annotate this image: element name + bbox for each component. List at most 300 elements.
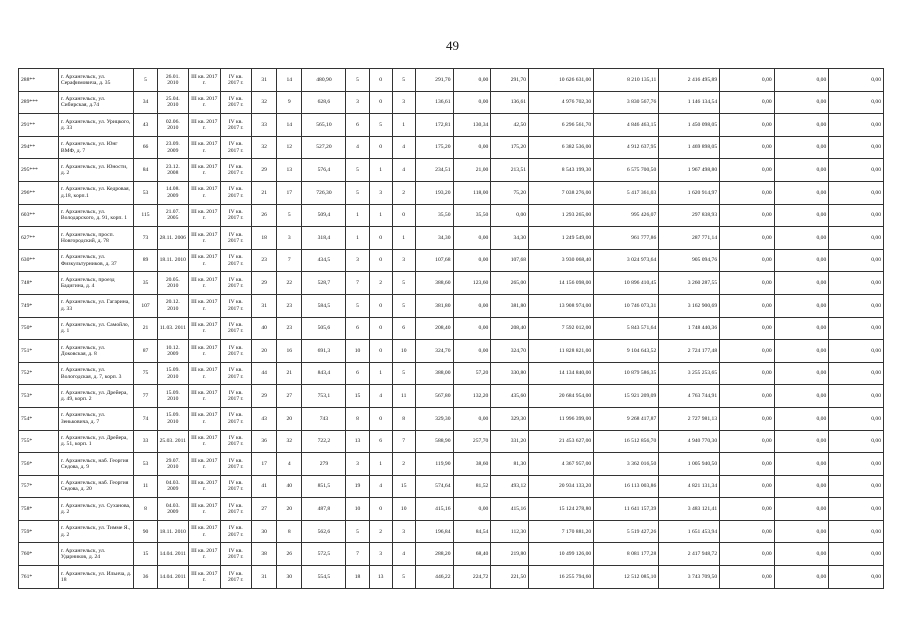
cell-cost-total: 13 908 974,00 (529, 294, 594, 317)
cell-resettled-count: 14 (277, 69, 302, 92)
cell-cost-regional: 3 743 709,50 (659, 566, 720, 589)
cell-address: г. Архангельск, ул. Доковская, д. 8 (58, 340, 134, 363)
cell-flats-municipal: 5 (392, 566, 415, 589)
cell-cost-total: 6 382 536,00 (529, 136, 594, 159)
cell-flats-total: 6 (346, 114, 369, 137)
cell-resettled-count: 32 (277, 430, 302, 453)
cell-flats-total: 4 (346, 136, 369, 159)
cell-resident-count: 17 (252, 453, 277, 476)
cell-area-total: 119,90 (415, 453, 453, 476)
cell-area-private: 0,00 (453, 227, 491, 250)
cell-flats-private: 1 (369, 159, 392, 182)
cell-cost-extra-3: 0,00 (829, 204, 884, 227)
cell-cost-extra-1: 0,00 (720, 407, 775, 430)
cell-flats-private: 5 (369, 114, 392, 137)
cell-recognition-date: 21.07. 2005 (157, 204, 188, 227)
cell-area-total: 288,20 (415, 543, 453, 566)
cell-cost-extra-2: 0,00 (774, 272, 829, 295)
cell-cost-total: 15 124 278,80 (529, 498, 594, 521)
cell-flats-total: 1 (346, 204, 369, 227)
cell-flats-private: 0 (369, 498, 392, 521)
cell-resident-count: 30 (252, 520, 277, 543)
cell-total-area: 576,4 (302, 159, 346, 182)
cell-cost-total: 8 543 199,30 (529, 159, 594, 182)
cell-recognition-date: 04.03. 2009 (157, 475, 188, 498)
cell-cost-extra-2: 0,00 (774, 294, 829, 317)
cell-total-area: 318,4 (302, 227, 346, 250)
cell-house-id: 753* (19, 385, 59, 408)
cell-resident-count: 29 (252, 159, 277, 182)
cell-cost-total: 20 684 954,00 (529, 385, 594, 408)
cell-house-id: 757* (19, 475, 59, 498)
cell-flats-total: 7 (346, 272, 369, 295)
cell-flats-municipal: 1 (392, 227, 415, 250)
cell-flats-total: 1 (346, 227, 369, 250)
cell-area-municipal: 81,30 (491, 453, 529, 476)
cell-total-area: 753,1 (302, 385, 346, 408)
cell-cost-total: 11 996 399,00 (529, 407, 594, 430)
cell-cost-extra-3: 0,00 (829, 69, 884, 92)
cell-plan-start: III кв. 2017 г. (189, 543, 220, 566)
cell-resident-count: 32 (252, 136, 277, 159)
cell-flats-total: 6 (346, 317, 369, 340)
cell-cost-total: 7 170 881,20 (529, 520, 594, 543)
cell-address: г. Архангельск, ул. Вологодская, д. 7, корп. 3 (58, 362, 134, 385)
cell-house-number: 77 (134, 385, 157, 408)
cell-cost-extra-1: 0,00 (720, 136, 775, 159)
cell-flats-private: 0 (369, 249, 392, 272)
cell-recognition-date: 29.07. 2010 (157, 453, 188, 476)
cell-cost-fund: 16 113 003,86 (594, 475, 659, 498)
cell-area-private: 0,00 (453, 69, 491, 92)
cell-resettled-count: 4 (277, 453, 302, 476)
cell-cost-extra-3: 0,00 (829, 362, 884, 385)
cell-resettled-count: 30 (277, 566, 302, 589)
page-number: 49 (446, 38, 459, 53)
cell-cost-extra-3: 0,00 (829, 566, 884, 589)
cell-cost-extra-1: 0,00 (720, 159, 775, 182)
cell-plan-start: III кв. 2017 г. (189, 294, 220, 317)
cell-cost-fund: 995 426,07 (594, 204, 659, 227)
cell-flats-municipal: 2 (392, 453, 415, 476)
cell-house-number: 75 (134, 362, 157, 385)
cell-cost-fund: 5 843 571,64 (594, 317, 659, 340)
cell-recognition-date: 20.05. 2010 (157, 272, 188, 295)
table-row (19, 362, 884, 385)
cell-area-total: 35,50 (415, 204, 453, 227)
cell-resident-count: 23 (252, 249, 277, 272)
cell-cost-extra-1: 0,00 (720, 385, 775, 408)
cell-house-id: 296** (19, 181, 59, 204)
cell-area-municipal: 265,00 (491, 272, 529, 295)
cell-plan-start: III кв. 2017 г. (189, 430, 220, 453)
cell-area-municipal: 34,30 (491, 227, 529, 250)
cell-flats-total: 8 (346, 407, 369, 430)
cell-total-area: 565,10 (302, 114, 346, 137)
cell-cost-regional: 1 146 134,54 (659, 91, 720, 114)
cell-resident-count: 18 (252, 227, 277, 250)
cell-resident-count: 31 (252, 294, 277, 317)
cell-plan-end: IV кв. 2017 г. (220, 340, 251, 363)
cell-cost-regional: 1 748 440,36 (659, 317, 720, 340)
cell-flats-total: 15 (346, 385, 369, 408)
cell-plan-start: III кв. 2017 г. (189, 136, 220, 159)
cell-cost-regional: 1 651 453,94 (659, 520, 720, 543)
cell-flats-municipal: 3 (392, 91, 415, 114)
cell-house-number: 73 (134, 227, 157, 250)
cell-cost-regional: 905 094,76 (659, 249, 720, 272)
cell-house-number: 15 (134, 543, 157, 566)
cell-recognition-date: 14.08. 2009 (157, 181, 188, 204)
cell-cost-extra-2: 0,00 (774, 69, 829, 92)
cell-cost-extra-2: 0,00 (774, 475, 829, 498)
cell-area-private: 118,00 (453, 181, 491, 204)
cell-flats-total: 5 (346, 181, 369, 204)
cell-cost-regional: 297 838,93 (659, 204, 720, 227)
cell-total-area: 743 (302, 407, 346, 430)
cell-total-area: 509,4 (302, 204, 346, 227)
cell-house-id: 755* (19, 430, 59, 453)
cell-flats-municipal: 1 (392, 114, 415, 137)
cell-house-number: 33 (134, 430, 157, 453)
cell-resettled-count: 13 (277, 159, 302, 182)
cell-resettled-count: 3 (277, 227, 302, 250)
cell-area-private: 0,00 (453, 249, 491, 272)
cell-resident-count: 43 (252, 407, 277, 430)
cell-plan-start: III кв. 2017 г. (189, 453, 220, 476)
cell-area-private: 35,50 (453, 204, 491, 227)
cell-area-total: 415,16 (415, 498, 453, 521)
cell-flats-private: 1 (369, 453, 392, 476)
cell-house-number: 8 (134, 498, 157, 521)
cell-house-id: 756* (19, 453, 59, 476)
cell-resident-count: 44 (252, 362, 277, 385)
cell-cost-extra-2: 0,00 (774, 181, 829, 204)
cell-cost-fund: 10 879 586,35 (594, 362, 659, 385)
cell-flats-total: 10 (346, 340, 369, 363)
cell-address: г. Архангельск, ул. Ударников, д. 24 (58, 543, 134, 566)
cell-area-total: 175,20 (415, 136, 453, 159)
cell-area-total: 234,51 (415, 159, 453, 182)
cell-cost-extra-2: 0,00 (774, 543, 829, 566)
cell-address: г. Архангельск, ул. Юнг ВМФ, д. 7 (58, 136, 134, 159)
cell-recognition-date: 28.11. 2006 (157, 227, 188, 250)
cell-house-id: 760* (19, 543, 59, 566)
cell-area-municipal: 324,70 (491, 340, 529, 363)
cell-flats-municipal: 0 (392, 204, 415, 227)
cell-recognition-date: 14.04. 2011 (157, 543, 188, 566)
table-row (19, 566, 884, 589)
cell-resident-count: 31 (252, 566, 277, 589)
table-row (19, 249, 884, 272)
cell-flats-municipal: 10 (392, 340, 415, 363)
cell-plan-start: III кв. 2017 г. (189, 91, 220, 114)
cell-house-number: 90 (134, 520, 157, 543)
cell-house-id: 291** (19, 114, 59, 137)
cell-area-municipal: 107,68 (491, 249, 529, 272)
cell-house-number: 21 (134, 317, 157, 340)
cell-cost-extra-1: 0,00 (720, 272, 775, 295)
cell-cost-extra-1: 0,00 (720, 498, 775, 521)
cell-plan-start: III кв. 2017 г. (189, 272, 220, 295)
cell-plan-start: III кв. 2017 г. (189, 340, 220, 363)
cell-plan-end: IV кв. 2017 г. (220, 272, 251, 295)
cell-house-id: 759* (19, 520, 59, 543)
cell-area-municipal: 219,80 (491, 543, 529, 566)
cell-cost-extra-3: 0,00 (829, 453, 884, 476)
cell-cost-extra-2: 0,00 (774, 91, 829, 114)
cell-area-private: 0,00 (453, 136, 491, 159)
cell-address: г. Архангельск, проезд Бадигина, д. 4 (58, 272, 134, 295)
cell-flats-private: 4 (369, 475, 392, 498)
cell-resident-count: 26 (252, 204, 277, 227)
cell-cost-extra-3: 0,00 (829, 520, 884, 543)
cell-house-number: 107 (134, 294, 157, 317)
cell-flats-private: 6 (369, 430, 392, 453)
cell-plan-start: III кв. 2017 г. (189, 249, 220, 272)
cell-flats-municipal: 5 (392, 362, 415, 385)
cell-address: г. Архангельск, ул. Суханова, д. 2 (58, 498, 134, 521)
cell-recognition-date: 20.12. 2010 (157, 294, 188, 317)
cell-flats-private: 0 (369, 407, 392, 430)
cell-plan-start: III кв. 2017 г. (189, 69, 220, 92)
cell-address: г. Архангельск, ул. Дрейера, д. 49, корп. 2 (58, 385, 134, 408)
cell-house-number: 87 (134, 340, 157, 363)
cell-house-number: 89 (134, 249, 157, 272)
cell-cost-total: 11 828 821,00 (529, 340, 594, 363)
cell-total-area: 554,5 (302, 566, 346, 589)
cell-flats-total: 6 (346, 362, 369, 385)
cell-cost-extra-1: 0,00 (720, 362, 775, 385)
cell-plan-start: III кв. 2017 г. (189, 204, 220, 227)
cell-cost-total: 14 156 098,00 (529, 272, 594, 295)
cell-total-area: 851,5 (302, 475, 346, 498)
cell-address: г. Архангельск, наб. Георгия Седова, д. 9 (58, 453, 134, 476)
cell-house-id: 752* (19, 362, 59, 385)
cell-flats-municipal: 5 (392, 272, 415, 295)
cell-cost-total: 4 976 702,30 (529, 91, 594, 114)
cell-area-private: 38,60 (453, 453, 491, 476)
cell-cost-regional: 4 763 744,91 (659, 385, 720, 408)
cell-flats-private: 0 (369, 91, 392, 114)
cell-cost-total: 10 499 126,00 (529, 543, 594, 566)
table-row (19, 272, 884, 295)
cell-cost-total: 21 453 627,00 (529, 430, 594, 453)
cell-cost-total: 14 134 840,00 (529, 362, 594, 385)
cell-recognition-date: 04.03. 2009 (157, 498, 188, 521)
cell-area-municipal: 330,80 (491, 362, 529, 385)
cell-cost-fund: 5 417 361,03 (594, 181, 659, 204)
cell-cost-extra-3: 0,00 (829, 385, 884, 408)
cell-area-total: 196,84 (415, 520, 453, 543)
cell-area-private: 0,00 (453, 340, 491, 363)
cell-plan-end: IV кв. 2017 г. (220, 475, 251, 498)
cell-house-number: 84 (134, 159, 157, 182)
cell-plan-start: III кв. 2017 г. (189, 181, 220, 204)
cell-cost-total: 1 249 549,00 (529, 227, 594, 250)
cell-cost-regional: 2 416 495,89 (659, 69, 720, 92)
cell-house-id: 761* (19, 566, 59, 589)
cell-plan-start: III кв. 2017 г. (189, 566, 220, 589)
cell-cost-regional: 2 417 948,72 (659, 543, 720, 566)
cell-plan-end: IV кв. 2017 г. (220, 498, 251, 521)
cell-area-private: 123,60 (453, 272, 491, 295)
cell-house-number: 5 (134, 69, 157, 92)
cell-flats-private: 13 (369, 566, 392, 589)
cell-cost-fund: 6 575 700,50 (594, 159, 659, 182)
cell-area-municipal: 381,80 (491, 294, 529, 317)
cell-flats-total: 5 (346, 159, 369, 182)
cell-total-area: 279 (302, 453, 346, 476)
cell-cost-total: 7 038 276,00 (529, 181, 594, 204)
cell-area-municipal: 329,30 (491, 407, 529, 430)
cell-house-id: 630** (19, 249, 59, 272)
cell-cost-extra-3: 0,00 (829, 272, 884, 295)
table-row (19, 543, 884, 566)
cell-cost-extra-2: 0,00 (774, 498, 829, 521)
cell-plan-end: IV кв. 2017 г. (220, 181, 251, 204)
cell-address: г. Архангельск, ул. Урицкого, д. 33 (58, 114, 134, 137)
cell-cost-regional: 1 967 498,80 (659, 159, 720, 182)
cell-address: г. Архангельск, ул. Володарского, д. 91, корп. 1 (58, 204, 134, 227)
cell-flats-municipal: 11 (392, 385, 415, 408)
cell-cost-extra-1: 0,00 (720, 181, 775, 204)
table-row (19, 317, 884, 340)
cell-flats-total: 5 (346, 69, 369, 92)
cell-total-area: 726,30 (302, 181, 346, 204)
cell-total-area: 527,20 (302, 136, 346, 159)
cell-flats-total: 3 (346, 453, 369, 476)
cell-plan-start: III кв. 2017 г. (189, 227, 220, 250)
cell-cost-extra-1: 0,00 (720, 204, 775, 227)
cell-cost-extra-3: 0,00 (829, 227, 884, 250)
cell-house-id: 294** (19, 136, 59, 159)
cell-cost-extra-2: 0,00 (774, 204, 829, 227)
cell-flats-private: 0 (369, 227, 392, 250)
cell-cost-fund: 10 746 073,31 (594, 294, 659, 317)
cell-total-area: 691,3 (302, 340, 346, 363)
cell-address: г. Архангельск, ул. Дрейера, д. 51, корп. 1 (58, 430, 134, 453)
cell-cost-regional: 3 260 287,55 (659, 272, 720, 295)
table-row (19, 114, 884, 137)
cell-cost-extra-3: 0,00 (829, 114, 884, 137)
cell-area-total: 388,60 (415, 272, 453, 295)
cell-cost-extra-3: 0,00 (829, 498, 884, 521)
cell-area-municipal: 213,51 (491, 159, 529, 182)
cell-cost-extra-2: 0,00 (774, 566, 829, 589)
cell-cost-total: 4 367 957,00 (529, 453, 594, 476)
cell-cost-extra-3: 0,00 (829, 91, 884, 114)
cell-area-municipal: 415,16 (491, 498, 529, 521)
cell-flats-private: 0 (369, 69, 392, 92)
cell-cost-extra-1: 0,00 (720, 249, 775, 272)
cell-area-total: 588,90 (415, 430, 453, 453)
cell-house-number: 115 (134, 204, 157, 227)
cell-house-number: 53 (134, 453, 157, 476)
cell-resettled-count: 20 (277, 498, 302, 521)
cell-resettled-count: 21 (277, 362, 302, 385)
cell-plan-end: IV кв. 2017 г. (220, 543, 251, 566)
cell-area-total: 388,00 (415, 362, 453, 385)
cell-cost-fund: 9 268 417,87 (594, 407, 659, 430)
cell-recognition-date: 25.04. 2010 (157, 91, 188, 114)
cell-cost-regional: 3 483 121,41 (659, 498, 720, 521)
cell-address: г. Архангельск, ул. Тимме Я., д. 2 (58, 520, 134, 543)
table-row (19, 69, 884, 92)
cell-address: г. Архангельск, наб. Георгия Седова, д. 20 (58, 475, 134, 498)
cell-resident-count: 41 (252, 475, 277, 498)
cell-cost-regional: 1 450 098,05 (659, 114, 720, 137)
cell-area-total: 574,64 (415, 475, 453, 498)
cell-flats-municipal: 6 (392, 317, 415, 340)
cell-flats-total: 10 (346, 498, 369, 521)
cell-cost-fund: 3 024 973,64 (594, 249, 659, 272)
cell-cost-extra-2: 0,00 (774, 227, 829, 250)
cell-area-private: 21,00 (453, 159, 491, 182)
cell-recognition-date: 15.09. 2010 (157, 362, 188, 385)
cell-flats-private: 1 (369, 204, 392, 227)
cell-house-id: 295*** (19, 159, 59, 182)
cell-area-private: 57,20 (453, 362, 491, 385)
cell-cost-extra-3: 0,00 (829, 294, 884, 317)
cell-cost-total: 20 934 133,20 (529, 475, 594, 498)
cell-recognition-date: 10.12. 2009 (157, 340, 188, 363)
cell-cost-extra-2: 0,00 (774, 114, 829, 137)
cell-flats-municipal: 4 (392, 543, 415, 566)
cell-area-total: 329,30 (415, 407, 453, 430)
cell-cost-fund: 11 641 157,39 (594, 498, 659, 521)
cell-address: г. Архангельск, ул. Серафимовича, д. 35 (58, 69, 134, 92)
cell-resettled-count: 9 (277, 91, 302, 114)
table-row (19, 136, 884, 159)
cell-plan-start: III кв. 2017 г. (189, 114, 220, 137)
cell-area-private: 0,00 (453, 91, 491, 114)
cell-house-number: 74 (134, 407, 157, 430)
cell-address: г. Архангельск, ул. Юности, д. 2 (58, 159, 134, 182)
cell-plan-end: IV кв. 2017 г. (220, 69, 251, 92)
cell-resident-count: 40 (252, 317, 277, 340)
cell-recognition-date: 14.04. 2011 (157, 566, 188, 589)
cell-area-private: 0,00 (453, 407, 491, 430)
cell-plan-start: III кв. 2017 г. (189, 475, 220, 498)
cell-resident-count: 29 (252, 272, 277, 295)
cell-cost-fund: 9 104 643,52 (594, 340, 659, 363)
cell-resident-count: 20 (252, 340, 277, 363)
cell-flats-municipal: 5 (392, 294, 415, 317)
cell-cost-extra-1: 0,00 (720, 114, 775, 137)
cell-cost-total: 7 592 012,00 (529, 317, 594, 340)
cell-area-municipal: 42,50 (491, 114, 529, 137)
cell-plan-end: IV кв. 2017 г. (220, 520, 251, 543)
cell-plan-end: IV кв. 2017 г. (220, 407, 251, 430)
cell-cost-extra-2: 0,00 (774, 453, 829, 476)
cell-cost-fund: 16 512 856,70 (594, 430, 659, 453)
cell-flats-private: 0 (369, 136, 392, 159)
cell-plan-end: IV кв. 2017 г. (220, 114, 251, 137)
cell-cost-extra-1: 0,00 (720, 543, 775, 566)
cell-cost-extra-2: 0,00 (774, 249, 829, 272)
cell-plan-end: IV кв. 2017 г. (220, 204, 251, 227)
cell-house-number: 34 (134, 91, 157, 114)
cell-flats-total: 19 (346, 475, 369, 498)
cell-flats-private: 1 (369, 362, 392, 385)
cell-address: г. Архангельск, ул. Гагарина, д. 33 (58, 294, 134, 317)
cell-resettled-count: 26 (277, 543, 302, 566)
cell-flats-total: 3 (346, 249, 369, 272)
cell-cost-regional: 1 620 914,97 (659, 181, 720, 204)
cell-cost-total: 3 930 068,40 (529, 249, 594, 272)
cell-flats-municipal: 7 (392, 430, 415, 453)
